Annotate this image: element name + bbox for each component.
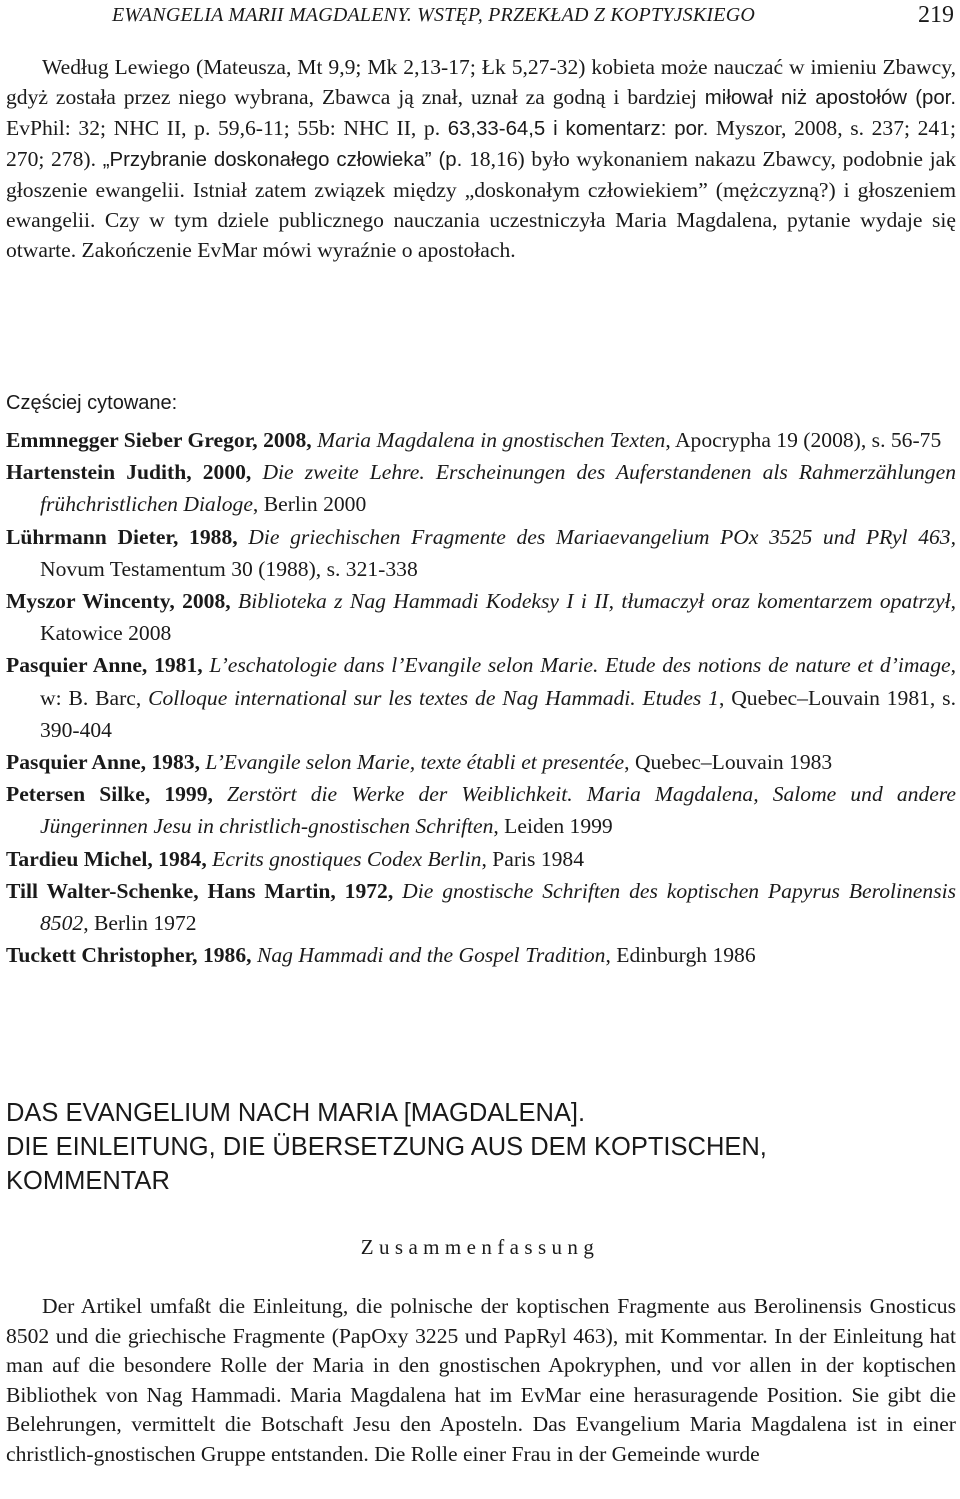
bibliography-list bbox=[6, 424, 956, 971]
bib-title: L’eschatologie dans l’Evangile selon Marie. Etude des notions de nature et d’image bbox=[209, 653, 951, 678]
heading-line-2: DIE EINLEITUNG, DIE ÜBERSETZUNG AUS DEM KOPTISCHEN, bbox=[6, 1133, 767, 1161]
bib-details: , Katowice 2008 bbox=[40, 589, 957, 646]
bib-title: L’Evangile selon Marie, texte établi et presentée bbox=[205, 750, 625, 775]
intro-paragraph-block bbox=[6, 52, 956, 265]
bib-author: Pasquier Anne, 1981, bbox=[6, 653, 203, 678]
bib-details: , Quebec–Louvain 1983 bbox=[624, 750, 833, 775]
bib-author: Tuckett Christopher, 1986, bbox=[6, 943, 252, 968]
bib-title-secondary: Colloque international sur les textes de Nag Hammadi. Etudes 1 bbox=[148, 685, 719, 710]
bib-details: , Berlin 1972 bbox=[83, 911, 197, 936]
bib-author: Petersen Silke, 1999, bbox=[6, 782, 213, 807]
bib-entry bbox=[6, 585, 956, 649]
page-number: 219 bbox=[918, 2, 954, 28]
bib-title: Nag Hammadi and the Gospel Tradition bbox=[256, 943, 606, 968]
heading-line-1: DAS EVANGELIUM NACH MARIA [MAGDALENA]. bbox=[6, 1099, 586, 1127]
bib-author: Tardieu Michel, 1984, bbox=[6, 846, 207, 871]
bib-entry bbox=[6, 778, 956, 842]
intro-text-2: miłował niż apostołów (por. bbox=[704, 87, 957, 109]
bib-title: Die griechischen Fragmente des Mariaevangelium POx 3525 und PRyl 463, bbox=[248, 524, 956, 549]
bib-title: Biblioteka z Nag Hammadi Kodeksy I i II, tłumaczył oraz komentarzem opatrzył bbox=[238, 589, 951, 614]
bib-entry bbox=[6, 746, 956, 778]
bib-author: Pasquier Anne, 1983, bbox=[6, 750, 200, 775]
heading-line-3: KOMMENTAR bbox=[6, 1167, 170, 1195]
intro-text-4: 63,33-64,5 i komentarz: por. bbox=[447, 118, 709, 140]
intro-text-6: „Przybranie doskonałego człowieka” (p. bbox=[102, 149, 463, 171]
intro-paragraph bbox=[6, 52, 956, 265]
bib-details: , Apocrypha 19 (2008), s. 56-75 bbox=[665, 428, 942, 452]
bib-author: Emmnegger Sieber Gregor, 2008, bbox=[6, 428, 312, 452]
running-title: EWANGELIA MARII MAGDALENY. WSTĘP, PRZEKŁAD Z KOPTYJSKIEGO bbox=[112, 4, 755, 26]
bib-details: , Paris 1984 bbox=[481, 846, 585, 871]
german-section-heading bbox=[6, 1096, 956, 1198]
bib-title: Ecrits gnostiques Codex Berlin bbox=[212, 846, 482, 871]
running-header bbox=[112, 2, 960, 32]
bib-title: Die zweite Lehre. Erscheinungen des Auferstandenen als Rahmerzählungen frühchristlichen Dialoge bbox=[40, 460, 956, 517]
bib-details-secondary: , Quebec–Louvain 1981, s. 390-404 bbox=[40, 685, 956, 742]
summary-block bbox=[6, 1292, 956, 1469]
bib-title: Maria Magdalena in gnostischen Texten bbox=[317, 428, 666, 452]
bib-entry bbox=[6, 843, 956, 875]
bib-author: Lührmann Dieter, 1988, bbox=[6, 524, 238, 549]
summary-label: Zusammenfassung bbox=[360, 1235, 600, 1259]
bibliography-heading: Częściej cytowane: bbox=[6, 392, 178, 414]
bib-author: Till Walter-Schenke, Hans Martin, 1972, bbox=[6, 878, 394, 903]
bib-entry bbox=[6, 939, 956, 971]
intro-text-1: Według Lewiego (Mateusza, Mt 9,9; Mk 2,13-17; Łk 5,27-32) kobieta może nauczać w imieniu Zbawcy, gdyż została przez niego wybrana, Zbawca ją znał, uznał za godną i bardziej bbox=[6, 55, 956, 109]
bib-details: , Berlin 2000 bbox=[252, 492, 367, 517]
bib-title: Die gnostische Schriften des koptischen Papyrus Berolinensis 8502 bbox=[40, 878, 956, 936]
bib-details: , w: B. Barc, bbox=[40, 653, 956, 710]
bib-details: , Edinburgh 1986 bbox=[605, 943, 756, 968]
summary-paragraph: Der Artikel umfaßt die Einleitung, die polnische der koptischen Fragmente aus Berolinensis Gnosticus 8502 und die griechische Fragmente (PapOxy 3225 und PapRyl 463), mit Kommentar. In der Einleitung hat man auf die besondere Rolle der Maria in den gnostischen Apokryphen, und vor allen in der koptischen Bibliothek von Nag Hammadi. Maria Magdalena hat im EvMar eine herasuragende Position. Sie gibt die Belehrungen, vermittelt die Botschaft Jesu den Aposteln. Das Evangelium Maria Magdalena ist in einer christlich-gnostischen Gruppe entstanden. Die Rolle einer Frau in der Gemeinde wurde bbox=[6, 1294, 956, 1466]
intro-text-7: 18,16) było wykonaniem nakazu Zbawcy, podobnie jak głoszenie ewangelii. bbox=[6, 147, 956, 202]
bib-details: , Leiden 1999 bbox=[493, 814, 613, 839]
bib-entry bbox=[6, 521, 956, 585]
bib-author: Myszor Wincenty, 2008, bbox=[6, 589, 231, 614]
bib-title: Zerstört die Werke der Weiblichkeit. Maria Magdalena, Salome und andere Jüngerinnen Jesu in christlich-gnostischen Schriften bbox=[40, 782, 957, 839]
bib-details: Novum Testamentum 30 (1988), s. 321-338 bbox=[40, 556, 418, 581]
intro-text-8: Istniał zatem związek między „doskonałym człowiekiem” (mężczyzną?) i głoszeniem ewangelii. bbox=[6, 178, 956, 232]
bib-entry bbox=[6, 875, 956, 939]
intro-text-5: Myszor, 2008, s. 237; 241; 270; 278). bbox=[6, 116, 956, 171]
bib-author: Hartenstein Judith, 2000, bbox=[6, 460, 252, 485]
bib-entry bbox=[6, 649, 956, 746]
bib-entry bbox=[6, 456, 956, 520]
intro-text-9: Czy w tym dziele publicznego nauczania uczestniczyła Maria Magdalena, pytanie wydaje się otwarte. Zakończenie EvMar mówi wyraźnie o apostołach. bbox=[6, 208, 956, 262]
bib-entry bbox=[6, 424, 956, 456]
intro-text-3: EvPhil: 32; NHC II, p. 59,6-11; 55b: NHC II, p. bbox=[6, 116, 441, 140]
